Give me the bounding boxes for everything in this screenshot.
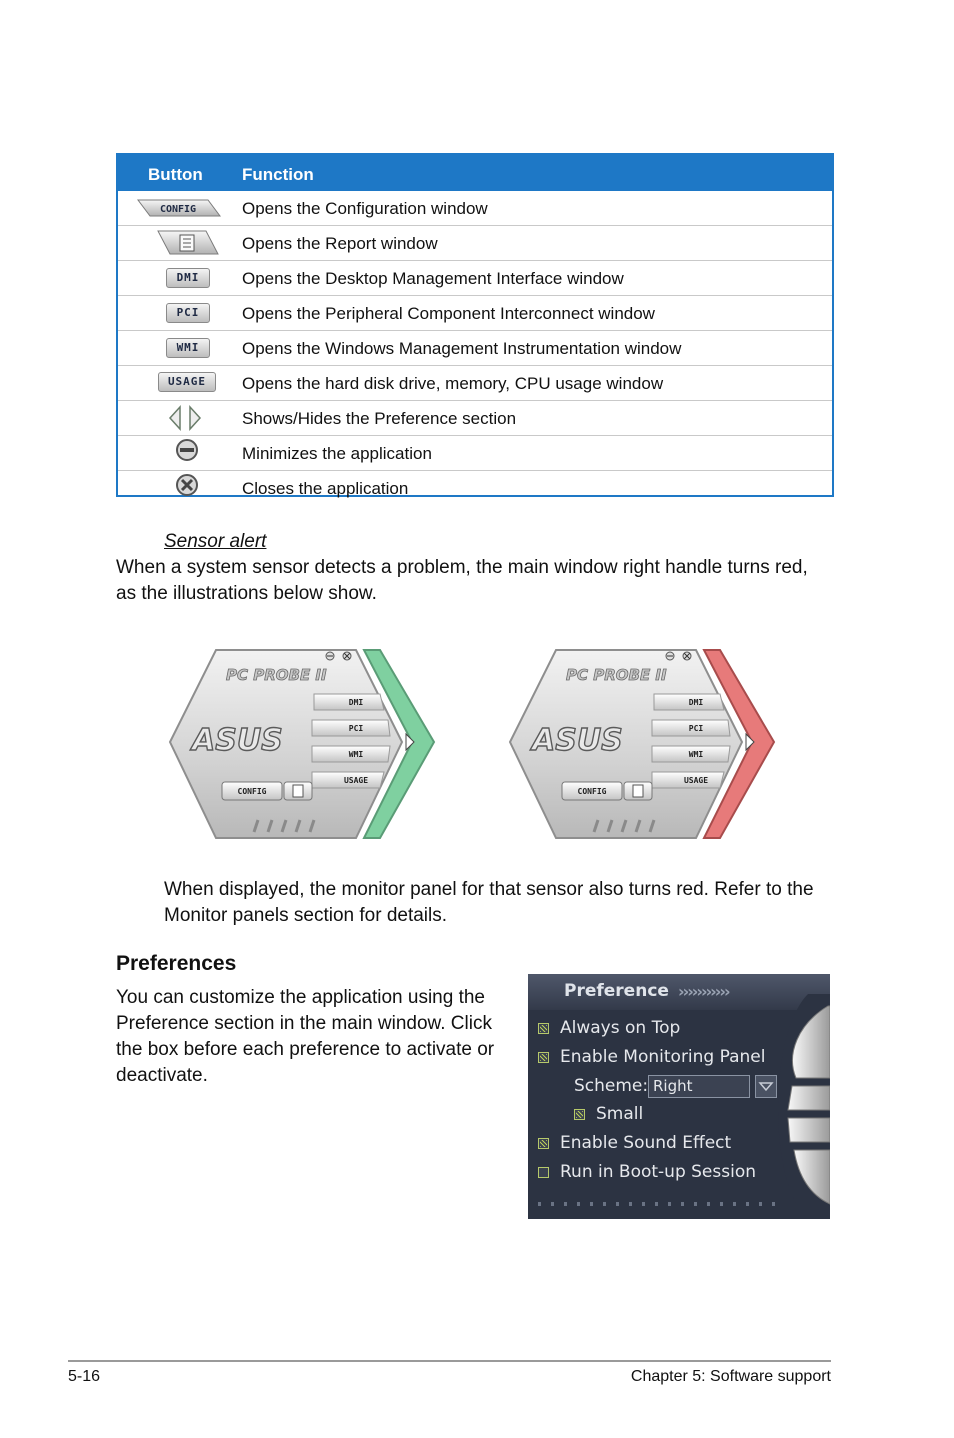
enable-monitoring-checkbox[interactable] <box>538 1052 549 1063</box>
always-on-top-label: Always on Top <box>560 1018 681 1038</box>
config-button-icon <box>118 191 236 225</box>
function-text: Closes the application <box>242 479 409 498</box>
function-text: Opens the Desktop Management Interface window <box>242 269 624 288</box>
svg-text:DMI: DMI <box>348 698 364 707</box>
preferences-desc-line4: deactivate. <box>116 1065 208 1086</box>
header-function: Function <box>242 165 314 184</box>
bootup-checkbox[interactable] <box>538 1167 549 1178</box>
minimize-icon <box>118 436 236 470</box>
function-text: Opens the hard disk drive, memory, CPU usage window <box>242 374 664 393</box>
dotted-divider <box>538 1202 778 1206</box>
sensor-alert-line2: as the illustrations below show. <box>116 583 377 604</box>
usage-button-icon: USAGE <box>118 366 236 400</box>
preferences-heading: Preferences <box>116 952 237 975</box>
table-row <box>118 226 832 261</box>
svg-text:USAGE: USAGE <box>343 776 369 785</box>
bootup-label: Run in Boot-up Session <box>560 1162 756 1182</box>
function-text: Opens the Windows Management Instrumentation window <box>242 339 682 358</box>
pc-probe-widget-alert <box>506 642 778 848</box>
table-row <box>118 261 832 296</box>
always-on-top-checkbox[interactable] <box>538 1023 549 1034</box>
preference-toggle-icon <box>118 401 236 435</box>
chapter-title: Chapter 5: Software support <box>630 1368 831 1385</box>
preferences-desc-line2: Preference section in the main window. Click <box>116 1013 492 1034</box>
table-row <box>118 471 832 505</box>
table-row <box>118 366 832 401</box>
svg-text:CONFIG: CONFIG <box>159 204 197 215</box>
function-text: Opens the Peripheral Component Interconnect window <box>242 304 655 323</box>
sound-effect-checkbox[interactable] <box>538 1138 549 1149</box>
table-row <box>118 191 832 226</box>
function-text: Opens the Report window <box>242 234 438 253</box>
dmi-button-icon: DMI <box>118 261 236 295</box>
preferences-desc-line3: the box before each preference to activate or <box>116 1039 495 1060</box>
sound-effect-label: Enable Sound Effect <box>560 1133 732 1153</box>
small-checkbox[interactable] <box>574 1109 585 1120</box>
svg-text:WMI: WMI <box>688 750 704 759</box>
preference-panel-screenshot <box>528 974 830 1219</box>
enable-monitoring-label: Enable Monitoring Panel <box>560 1047 766 1067</box>
header-button: Button <box>148 165 203 184</box>
svg-text:WMI: WMI <box>348 750 364 759</box>
monitor-note-line2: Monitor panels section for details. <box>164 905 448 926</box>
svg-text:ASUS: ASUS <box>192 723 283 758</box>
pci-button-icon: PCI <box>118 296 236 330</box>
svg-text:PC PROBE II: PC PROBE II <box>226 666 327 684</box>
table-header <box>118 155 832 191</box>
page-number: 5-16 <box>68 1368 101 1385</box>
table-row <box>118 436 832 471</box>
table-row <box>118 401 832 436</box>
svg-text:ASUS: ASUS <box>532 723 623 758</box>
preference-title: Preference <box>564 981 669 1001</box>
small-label: Small <box>596 1104 644 1124</box>
table-row <box>118 331 832 366</box>
svg-text:DMI: DMI <box>688 698 704 707</box>
svg-text:PCI: PCI <box>348 724 364 733</box>
arrows-icon: ››››››››››› <box>678 982 729 1001</box>
svg-text:CONFIG: CONFIG <box>237 787 267 796</box>
monitor-note-line1: When displayed, the monitor panel for that sensor also turns red. Refer to the <box>164 879 814 900</box>
svg-text:USAGE: USAGE <box>683 776 709 785</box>
scheme-select[interactable]: Right <box>648 1075 750 1098</box>
sensor-alert-line1: When a system sensor detects a problem, the main window right handle turns red, <box>116 557 808 578</box>
footer-rule <box>68 1360 831 1362</box>
pc-probe-widget-normal <box>166 642 438 848</box>
svg-text:PCI: PCI <box>688 724 704 733</box>
report-button-icon <box>118 226 236 260</box>
svg-text:CONFIG: CONFIG <box>577 787 607 796</box>
function-text: Shows/Hides the Preference section <box>242 409 517 428</box>
preferences-desc-line1: You can customize the application using the <box>116 987 485 1008</box>
wmi-button-icon: WMI <box>118 331 236 365</box>
sensor-alert-heading: Sensor alert <box>164 531 267 552</box>
button-function-table <box>116 153 834 497</box>
scheme-label: Scheme: <box>574 1076 649 1096</box>
chevron-down-icon[interactable] <box>755 1075 777 1098</box>
svg-text:PC PROBE II: PC PROBE II <box>566 666 667 684</box>
hex-edge-buttons <box>768 994 830 1219</box>
function-text: Opens the Configuration window <box>242 199 488 218</box>
function-text: Minimizes the application <box>242 444 432 463</box>
table-row <box>118 296 832 331</box>
close-icon <box>118 471 236 505</box>
